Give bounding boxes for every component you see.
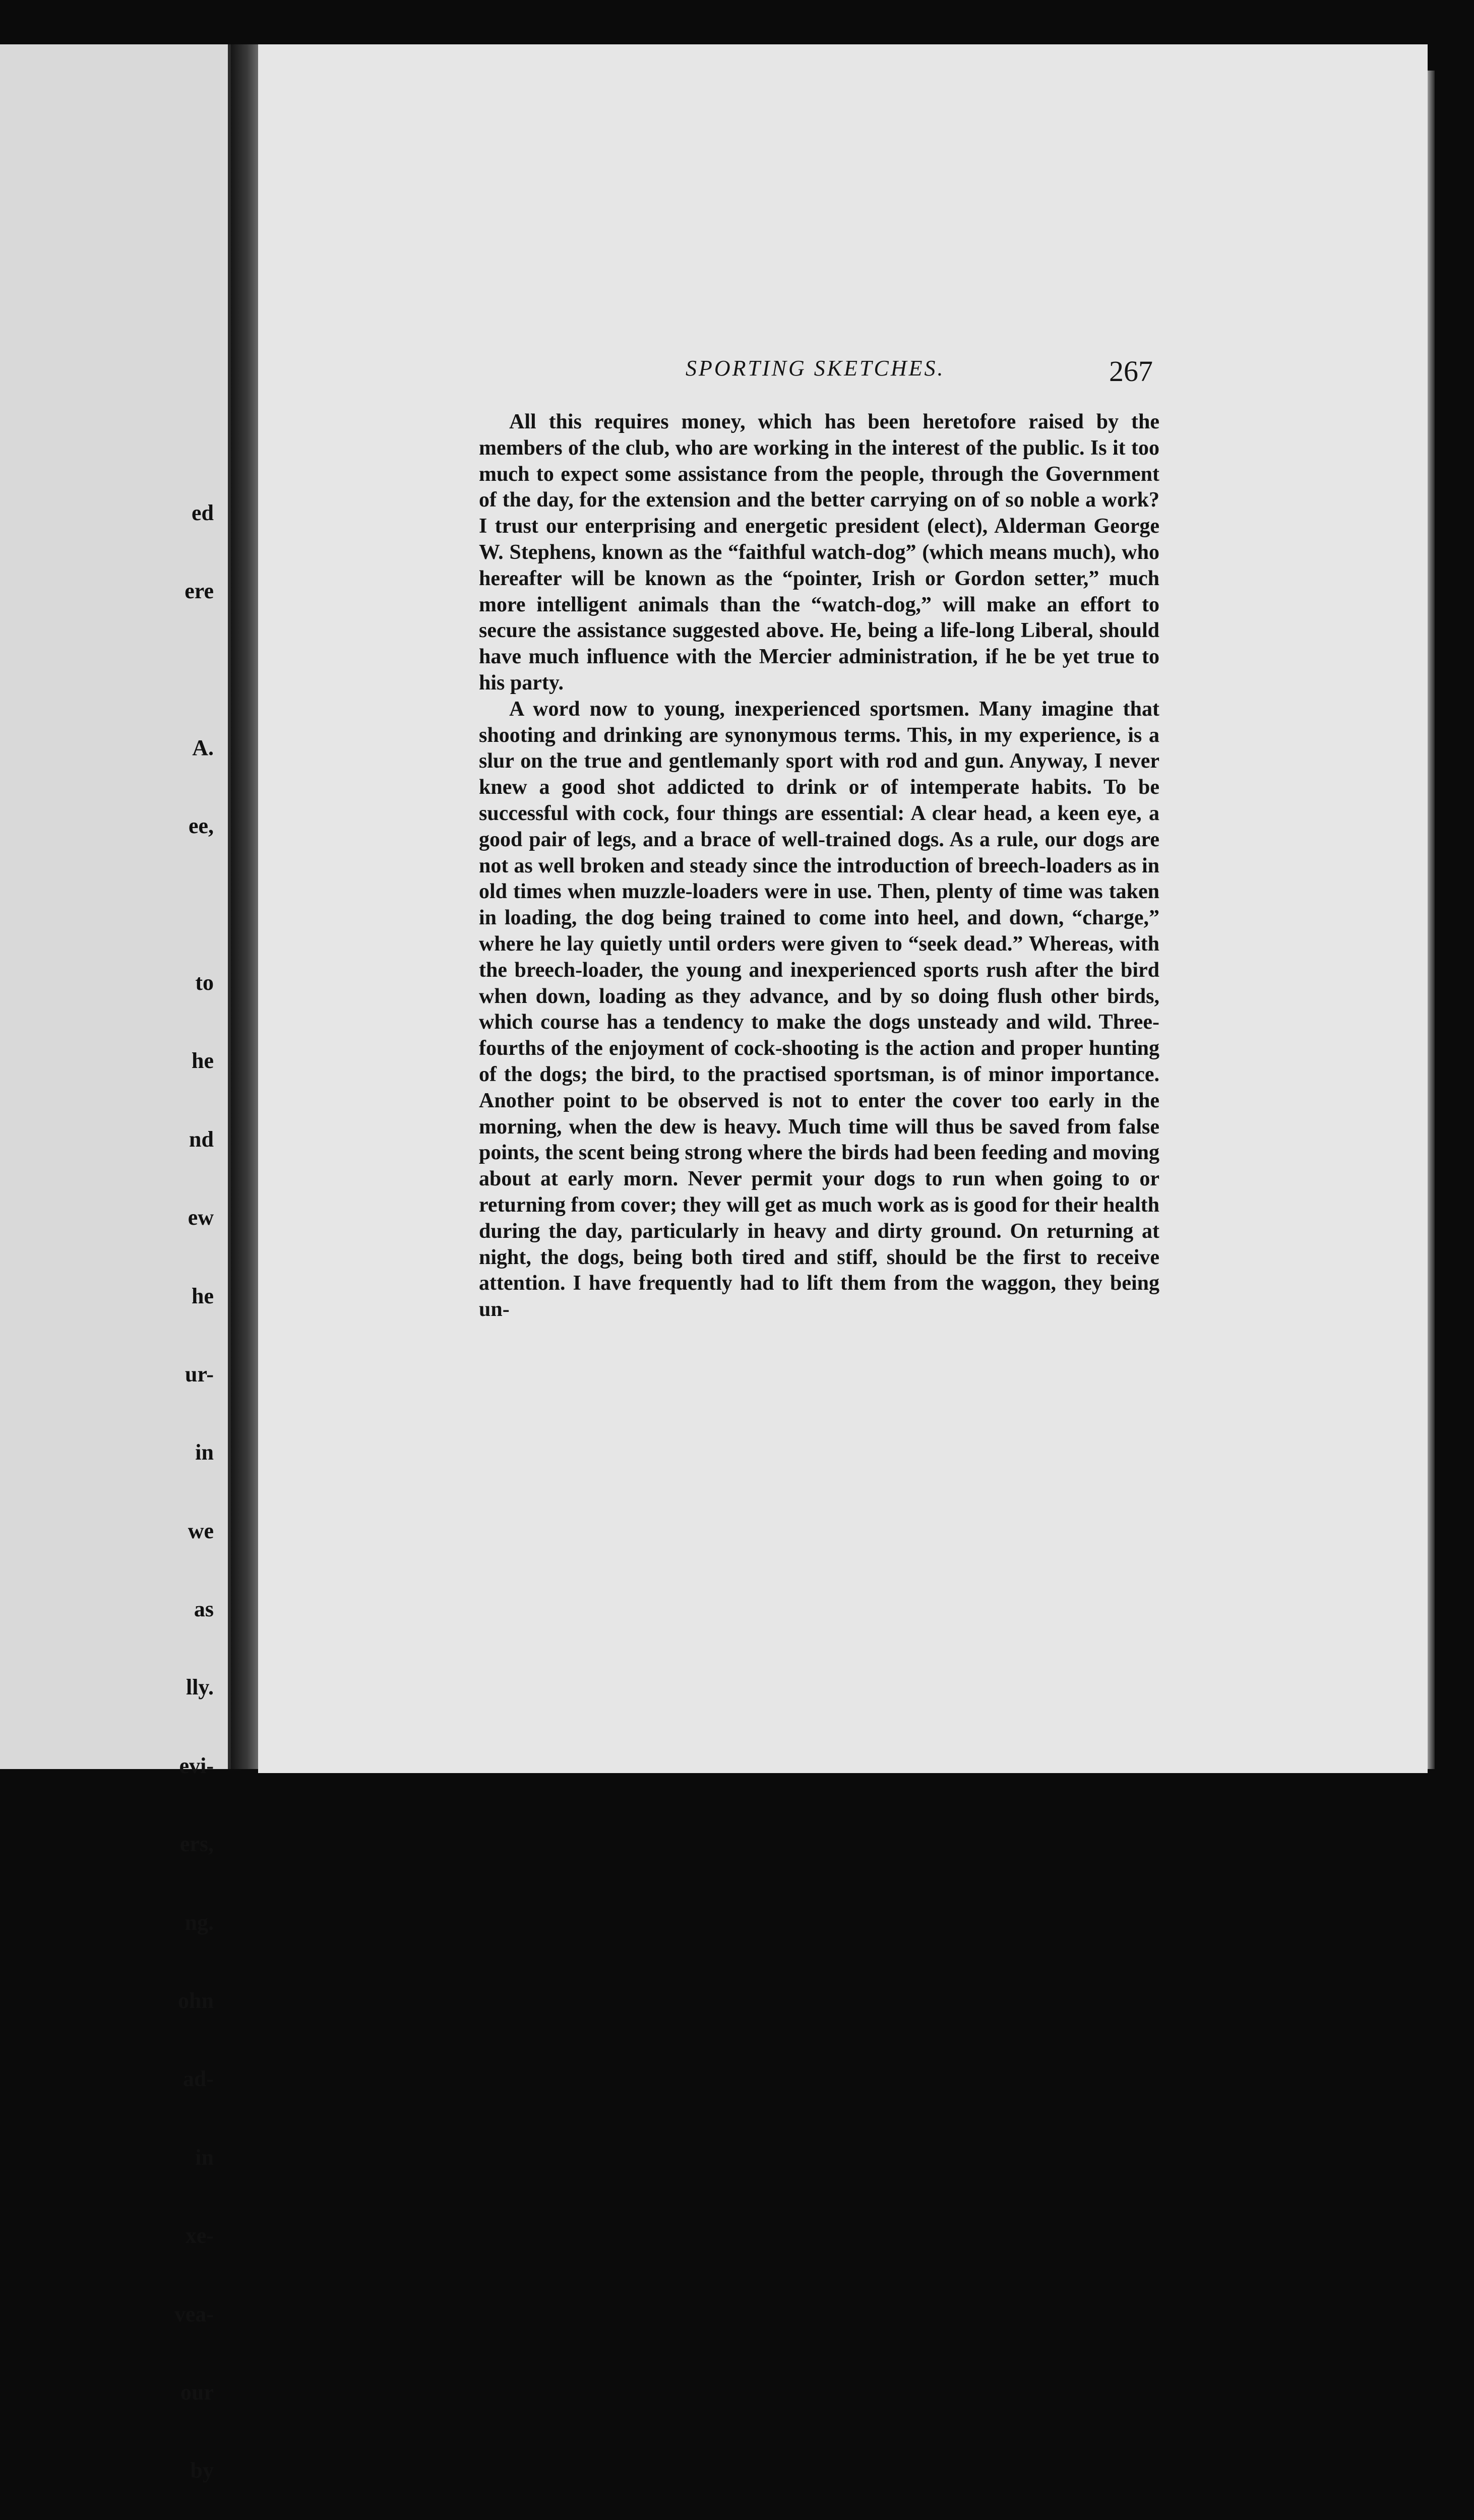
line-fragment: ur-: [185, 1361, 214, 1387]
previous-page-line-ends: [113, 448, 214, 2520]
line-fragment: evi-: [179, 1753, 214, 1778]
previous-page: [0, 44, 231, 2483]
line-fragment: he: [192, 1283, 214, 1308]
line-fragment: ad-: [182, 2066, 214, 2092]
line-fragment: vea-: [174, 2301, 214, 2326]
line-fragment: by: [190, 2458, 214, 2483]
line-fragment: to: [195, 970, 214, 995]
line-fragment: ohn: [178, 1988, 214, 2013]
line-fragment: A.: [192, 735, 214, 760]
line-fragment: in: [195, 1440, 214, 1465]
line-fragment: our: [180, 2379, 214, 2405]
line-fragment: lly.: [186, 1675, 214, 1700]
line-fragment: in: [195, 2145, 214, 2170]
line-fragment: ers,: [179, 1832, 214, 1857]
line-fragment: [113, 656, 214, 682]
line-fragment: as: [194, 1597, 214, 1622]
line-fragment: we: [188, 1518, 214, 1543]
line-fragment: nd: [189, 1126, 214, 1152]
running-head: SPORTING SKETCHES.: [686, 356, 945, 381]
book-gutter: [231, 44, 258, 1769]
line-fragment: xe-: [185, 2223, 214, 2248]
line-fragment: ew: [188, 1205, 214, 1230]
line-fragment: ng.: [185, 1910, 214, 1935]
line-fragment: [113, 892, 214, 918]
line-fragment: ed: [192, 500, 214, 525]
paragraph: A word now to young, inexperienced sportsmen. Many imagine that shooting and drinking are synonymous terms. This, in my experience, is a slur on the true and gentlemanly sport with rod and gun. Anyway, I never knew a good shot addicted to drink or of intemperate habits. To be successful with cock, four things are essential: A clear head, a keen eye, a good pair of legs, and a brace of well-trained dogs. As a rule, our dogs are not as well broken and steady since the introduction of breech-loaders as in old times when muzzle-loaders were in use. Then, plenty of time was taken in loading, the dog being trained to come into heel, and down, “charge,” where he lay quietly until orders were given to “seek dead.” Whereas, with the breech-loader, the young and inexperienced sports rush after the bird when down, loading as they advance, and by so doing flush other birds, which course has a tendency to make the dogs unsteady and wild. Three-fourths of the enjoyment of cock-shooting is the action and proper hunting of the dogs; the bird, to the practised sportsman, is of minor importance. Another point to be observed is not to enter the cover too early in the morning, when the dew is heavy. Much time will thus be saved from false points, the scent being strong where the birds had been feeding and moving about at early morn. Never permit your dogs to run when going to or returning from cover; they will get as much work as is good for their health during the day, particularly in heavy and dirty ground. On returning at night, the dogs, being both tired and stiff, should be the first to receive attention. I have frequently had to lift them from the waggon, they being un-: [479, 697, 1159, 1321]
page-number: 267: [1109, 355, 1153, 388]
line-fragment: he: [192, 1048, 214, 1074]
page-edge-shadow: [1428, 71, 1435, 1769]
line-fragment: ee,: [188, 813, 214, 839]
paragraph: All this requires money, which has been heretofore raised by the members of the club, who are working in the interest of the public. Is it too much to expect some assistance from the people, through the Government of the day, for the extension and the better carrying on of so noble a work? I trust our enterprising and energetic president (elect), Alderman George W. Stephens, known as the “faithful watch-dog” (which means much), who hereafter will be known as the “pointer, Irish or Gordon setter,” much more intelligent animals than the “watch-dog,” will make an effort to secure the assistance suggested above. He, being a life-long Liberal, should have much influence with the Mercier administration, if he be yet true to his party.: [479, 410, 1159, 695]
line-fragment: ere: [185, 578, 214, 603]
body-text: [479, 409, 1159, 1323]
